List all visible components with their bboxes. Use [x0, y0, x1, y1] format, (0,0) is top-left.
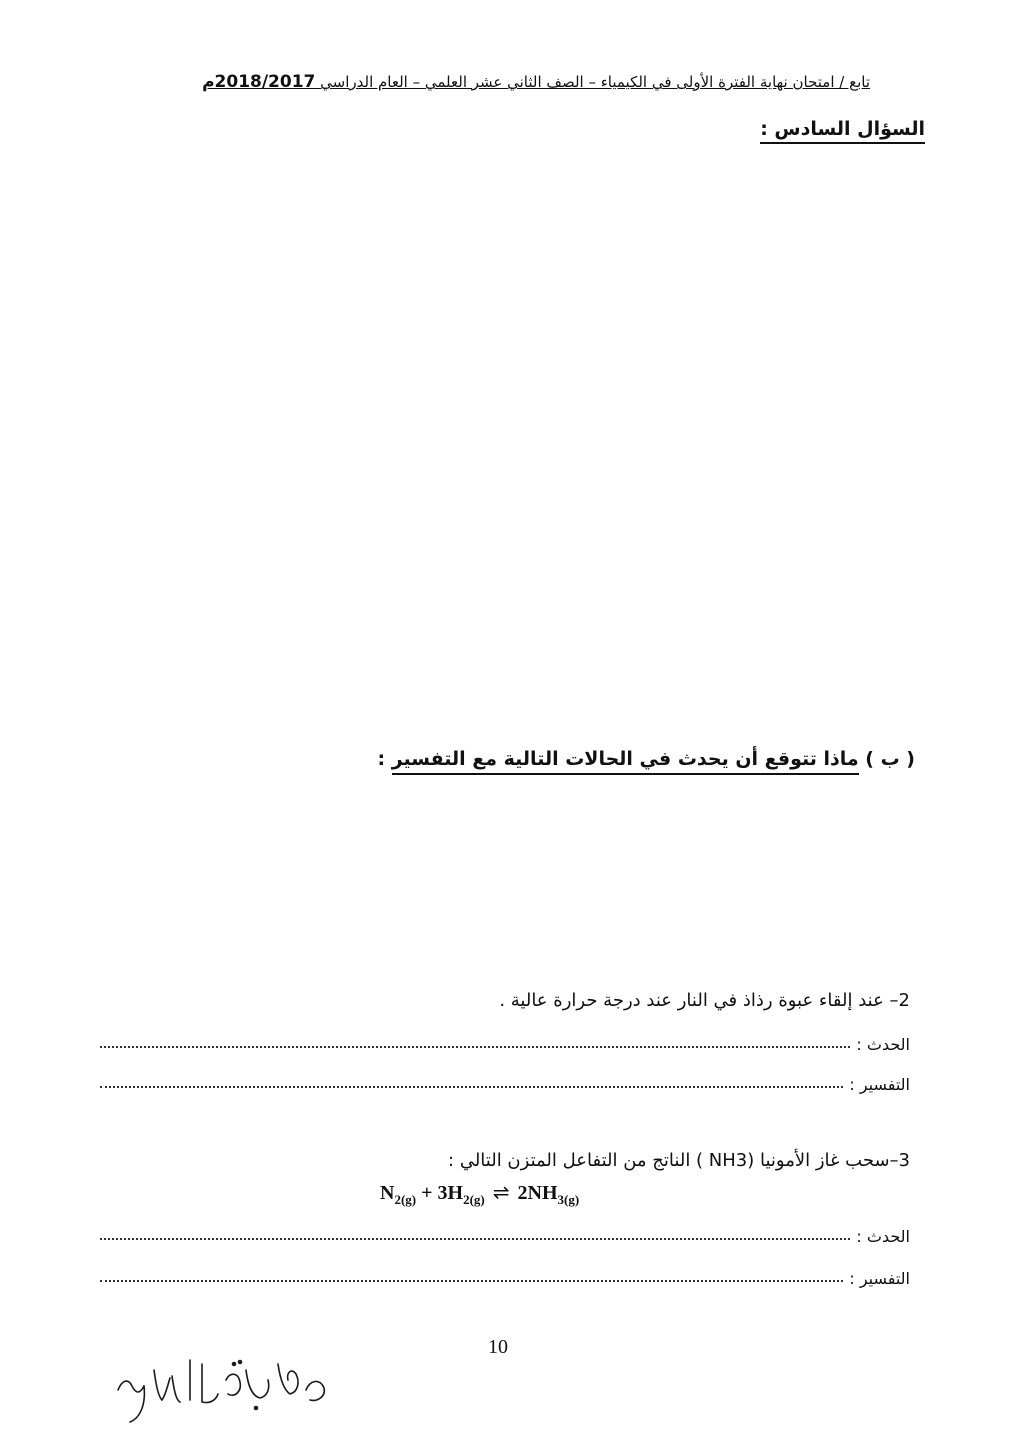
part-b-prefix: ( ب ) [865, 748, 915, 770]
item-2-event-answer-line[interactable] [100, 1046, 850, 1048]
eq-reactant-2-sub: 2(g) [463, 1192, 485, 1207]
item-3-event-answer-line[interactable] [100, 1238, 850, 1240]
question-title-text: السؤال السادس [774, 118, 925, 140]
item-2-explanation-answer-line[interactable] [100, 1086, 843, 1088]
question-title [760, 118, 925, 144]
item-2-event-row[interactable] [100, 1030, 910, 1054]
item-2-explanation-row[interactable] [100, 1070, 910, 1094]
part-b-colon: : [377, 748, 392, 770]
page-number: 10 [488, 1336, 508, 1358]
eq-product: 2NH [517, 1182, 558, 1204]
exam-header-text: تابع / امتحان نهاية الفترة الأولى في الكيمياء – الصف الثاني عشر العلمي – العام الدراسي [315, 73, 870, 91]
eq-product-sub: 3(g) [557, 1192, 580, 1207]
equilibrium-arrow-icon: ⇌ [492, 1182, 510, 1204]
item-2-explanation-label: التفسير : [849, 1075, 910, 1094]
question-title-colon: : [760, 118, 775, 140]
exam-year: 2018/2017م [202, 72, 316, 92]
signature-icon [110, 1350, 340, 1430]
handwritten-signature [110, 1350, 340, 1434]
part-b-text: ماذا تتوقع أن يحدث في الحالات التالية مع التفسير [392, 748, 859, 775]
item-3-explanation-row[interactable] [100, 1264, 910, 1288]
eq-reactant-1-sub: 2(g) [394, 1192, 417, 1207]
equilibrium-equation [380, 1180, 579, 1208]
item-3-explanation-answer-line[interactable] [100, 1280, 843, 1282]
item-2-text: 2– عند إلقاء عبوة رذاذ في النار عند درجة حرارة عالية . [499, 990, 910, 1011]
item-3-text: 3–سحب غاز الأمونيا (NH3 ) الناتج من التفاعل المتزن التالي : [448, 1150, 910, 1171]
part-b-heading [377, 748, 915, 770]
eq-reactant-1: N [380, 1182, 395, 1204]
eq-plus-reactant-2: + 3H [416, 1182, 464, 1204]
exam-header [202, 72, 870, 92]
item-3-explanation-label: التفسير : [849, 1269, 910, 1288]
item-2-event-label: الحدث : [856, 1035, 910, 1054]
item-3-event-row[interactable] [100, 1222, 910, 1246]
item-3-event-label: الحدث : [856, 1227, 910, 1246]
